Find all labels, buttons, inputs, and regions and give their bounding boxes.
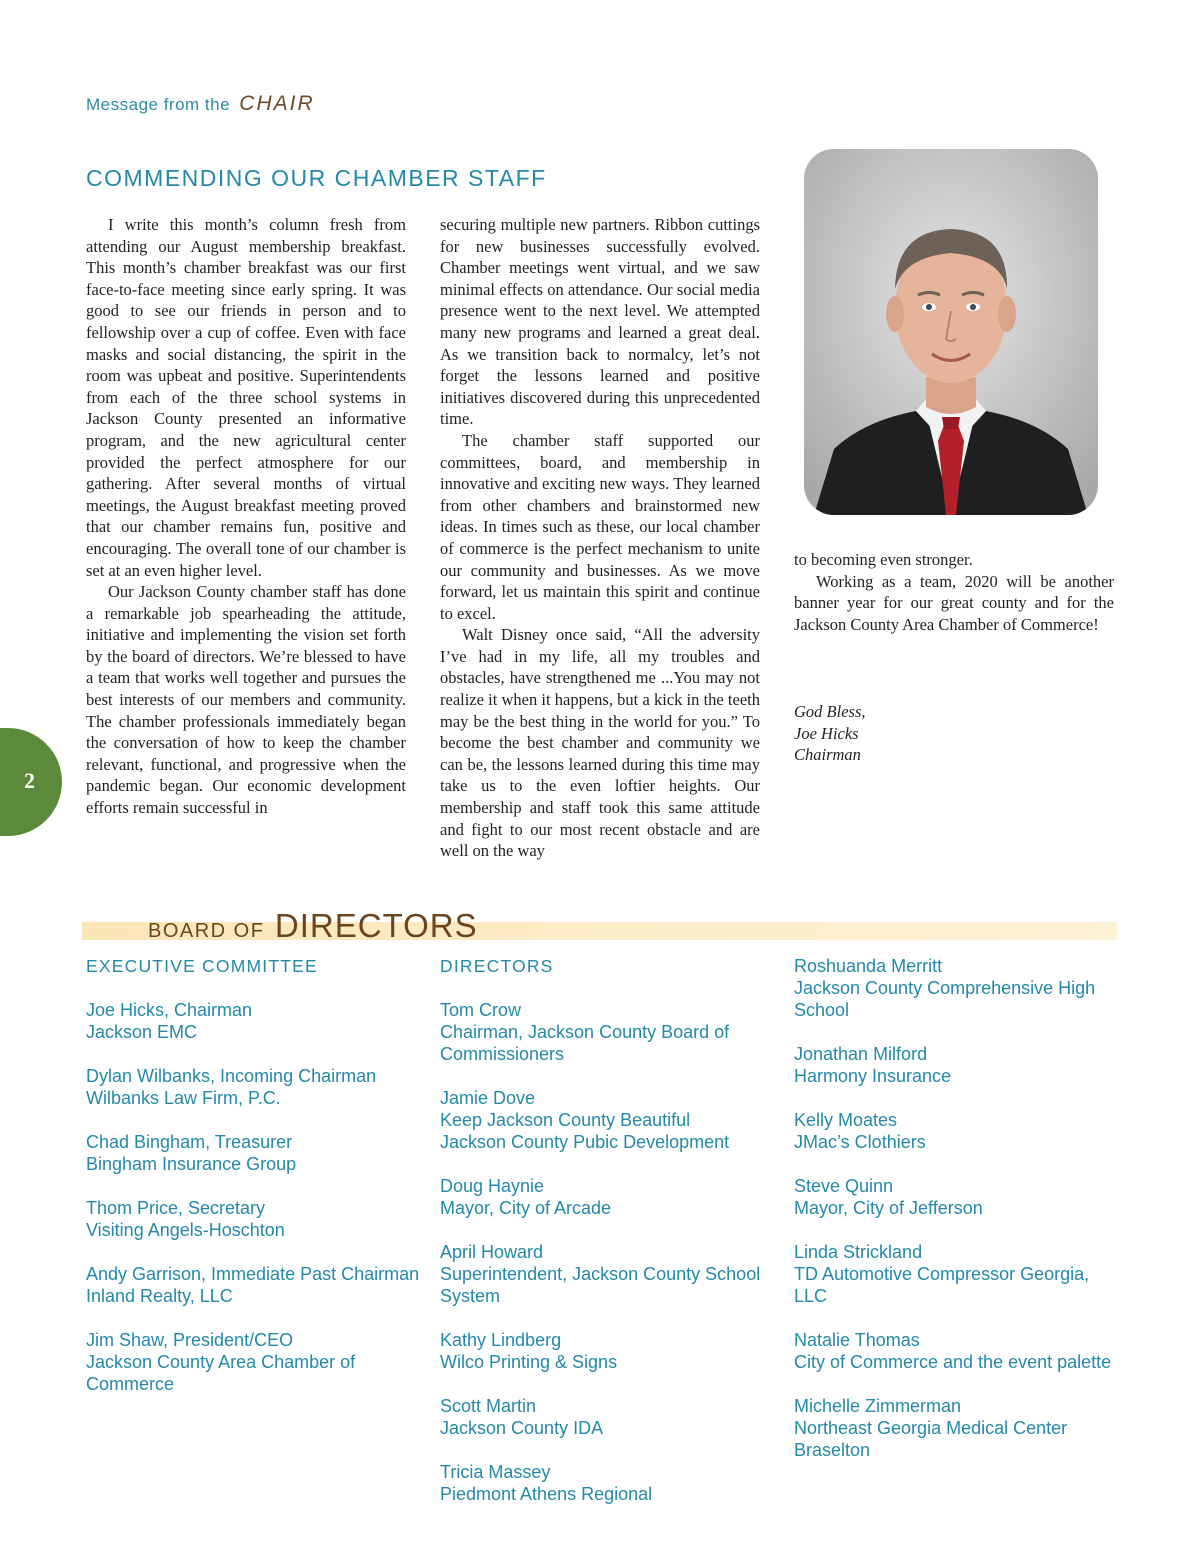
member-affiliation: Chairman, Jackson County Board of [440, 1022, 730, 1042]
directors-heading: DIRECTORS [440, 956, 554, 976]
member-name: Roshuanda Merritt [794, 956, 943, 976]
executive-committee-column [86, 955, 426, 1417]
board-entry [794, 1175, 1124, 1219]
member-affiliation: Northeast Georgia Medical Center [794, 1418, 1068, 1438]
member-affiliation: Jackson County Comprehensive High [794, 978, 1096, 998]
member-affiliation: Keep Jackson County Beautiful [440, 1110, 691, 1130]
chairman-portrait [804, 149, 1098, 515]
board-entry [794, 1329, 1124, 1373]
member-affiliation: City of Commerce and the event palette [794, 1352, 1112, 1372]
member-name: Andy Garrison, Immediate Past Chairman [86, 1264, 420, 1284]
paragraph: Walt Disney once said, “All the adversity I’ve had in my life, all my troubles and obstacles, have strengthened me ...You may not realize it when it happens, but a kick in the teeth may be the best thing in the world for you.” To become the best chamber and community we can be, the lessons learned during this time may take us to the even loftier heights. Our membership and staff took this same attitude and fight to our most recent obstacle and are well on the way [440, 625, 760, 861]
member-affiliation: School [794, 1000, 850, 1020]
paragraph: to becoming even stronger. [794, 550, 973, 569]
member-affiliation: Commissioners [440, 1044, 565, 1064]
member-affiliation: JMac’s Clothiers [794, 1132, 926, 1152]
member-affiliation: Bingham Insurance Group [86, 1154, 297, 1174]
member-name: Kathy Lindberg [440, 1330, 562, 1350]
board-entry [440, 1087, 780, 1153]
member-name: Kelly Moates [794, 1110, 898, 1130]
member-affiliation: Jackson County Pubic Development [440, 1132, 730, 1152]
article-headline: COMMENDING OUR CHAMBER STAFF [86, 165, 547, 191]
board-title-prefix: BOARD OF [148, 920, 265, 942]
board-entry [86, 1329, 426, 1395]
member-name: Doug Haynie [440, 1176, 545, 1196]
member-affiliation: Piedmont Athens Regional [440, 1484, 653, 1504]
member-affiliation: Jackson County IDA [440, 1418, 604, 1438]
member-name: Dylan Wilbanks, Incoming Chairman [86, 1066, 377, 1086]
board-entry [440, 1329, 780, 1373]
member-name: April Howard [440, 1242, 544, 1262]
member-affiliation: Mayor, City of Arcade [440, 1198, 612, 1218]
member-affiliation: Commerce [86, 1374, 175, 1394]
paragraph: I write this month’s column fresh from attending our August membership breakfast. This month’s chamber breakfast was our first face-to-face meeting since early spring. It was good to see our friends in person and to fellowship over a cup of coffee. Even with face masks and social distancing, the spirit in the room was upbeat and positive. Superintendents from each of the three school systems in Jackson County presented an informative program, and the new agricultural center provided the perfect atmosphere for our gathering. After several months of virtual meetings, the August breakfast meeting proved that our chamber remains fun, positive and encouraging. The overall tone of our chamber is set at an even higher level. [86, 215, 406, 580]
signoff-title: Chairman [794, 745, 861, 765]
article-column-1 [86, 214, 406, 819]
member-name: Joe Hicks, Chairman [86, 1000, 253, 1020]
member-name: Tom Crow [440, 1000, 522, 1020]
member-affiliation: Superintendent, Jackson County School [440, 1264, 761, 1284]
directors-column-continued [794, 955, 1124, 1483]
signoff [794, 701, 866, 766]
member-affiliation: Inland Realty, LLC [86, 1286, 233, 1306]
member-name: Scott Martin [440, 1396, 537, 1416]
article-column-2 [440, 214, 760, 862]
member-affiliation: System [440, 1286, 501, 1306]
portrait-illustration [804, 149, 1098, 515]
kicker-prefix: Message from the [86, 95, 231, 114]
member-affiliation: Visiting Angels-Hoschton [86, 1220, 285, 1240]
member-name: Chad Bingham, Treasurer [86, 1132, 293, 1152]
board-entry [86, 999, 426, 1043]
signoff-name: Joe Hicks [794, 723, 859, 743]
board-entry [86, 1131, 426, 1175]
member-affiliation: Jackson EMC [86, 1022, 198, 1042]
member-affiliation: TD Automotive Compressor Georgia, LLC [794, 1264, 1090, 1306]
member-name: Michelle Zimmerman [794, 1396, 962, 1416]
board-entry [440, 999, 780, 1065]
board-entry [794, 955, 1124, 1021]
board-title [148, 907, 478, 945]
member-name: Natalie Thomas [794, 1330, 920, 1350]
signoff-greeting: God Bless, [794, 702, 866, 721]
member-name: Thom Price, Secretary [86, 1198, 266, 1218]
member-affiliation: Wilbanks Law Firm, P.C. [86, 1088, 281, 1108]
member-name: Jim Shaw, President/CEO [86, 1330, 294, 1350]
board-entry [440, 1241, 780, 1307]
board-entry [440, 1175, 780, 1219]
member-affiliation: Jackson County Area Chamber of [86, 1352, 356, 1372]
board-entry [794, 1109, 1124, 1153]
board-entry [440, 1395, 780, 1439]
paragraph: Our Jackson County chamber staff has done a remarkable job spearheading the attitude, initiative and implementing the vision set forth by the board of directors. We’re blessed to have a team that works well together and pursues the best interests of our members and community. The chamber professionals immediately began the conversation of how to keep the chamber relevant, functional, and progressive when the pandemic began. Our economic development efforts remain successful in [86, 582, 406, 818]
board-entry [440, 1461, 780, 1505]
executive-committee-heading: EXECUTIVE COMMITTEE [86, 956, 318, 976]
kicker-emphasis: CHAIR [239, 92, 315, 115]
member-name: Tricia Massey [440, 1462, 551, 1482]
directors-column [440, 955, 780, 1527]
section-kicker [86, 92, 315, 116]
paragraph: securing multiple new partners. Ribbon cuttings for new businesses successfully evolved. Chamber meetings went virtual, and we saw minimal effects on attendance. Our social media presence went to the next level. We attempted many new programs and learned a great deal. As we transition back to normalcy, let’s not forget the lessons learned and positive initiatives discovered during this unprecedented time. [440, 215, 760, 429]
member-affiliation: Mayor, City of Jefferson [794, 1198, 983, 1218]
member-affiliation: Wilco Printing & Signs [440, 1352, 618, 1372]
board-title-main: DIRECTORS [274, 907, 478, 944]
member-name: Linda Strickland [794, 1242, 923, 1262]
member-name: Jonathan Milford [794, 1044, 928, 1064]
article-column-3 [794, 549, 1114, 635]
page-number: 2 [24, 768, 35, 793]
paragraph: Working as a team, 2020 will be another banner year for our great county and for the Jackson County Area Chamber of Commerce! [794, 571, 1114, 634]
board-entry [794, 1241, 1124, 1307]
paragraph: The chamber staff supported our committees, board, and membership in innovative and exciting new ways. They learned from other chambers and brainstormed new ideas. In times such as these, our local chamber of commerce is the perfect mechanism to unite our community and businesses. As we move forward, let us maintain this spirit and continue to excel. [440, 430, 760, 623]
board-entry [794, 1043, 1124, 1087]
board-entry [86, 1263, 426, 1307]
member-name: Jamie Dove [440, 1088, 536, 1108]
board-entry [86, 1065, 426, 1109]
board-entry [794, 1395, 1124, 1461]
member-affiliation: Harmony Insurance [794, 1066, 952, 1086]
board-entry [86, 1197, 426, 1241]
member-name: Steve Quinn [794, 1176, 894, 1196]
member-affiliation: Braselton [794, 1440, 871, 1460]
